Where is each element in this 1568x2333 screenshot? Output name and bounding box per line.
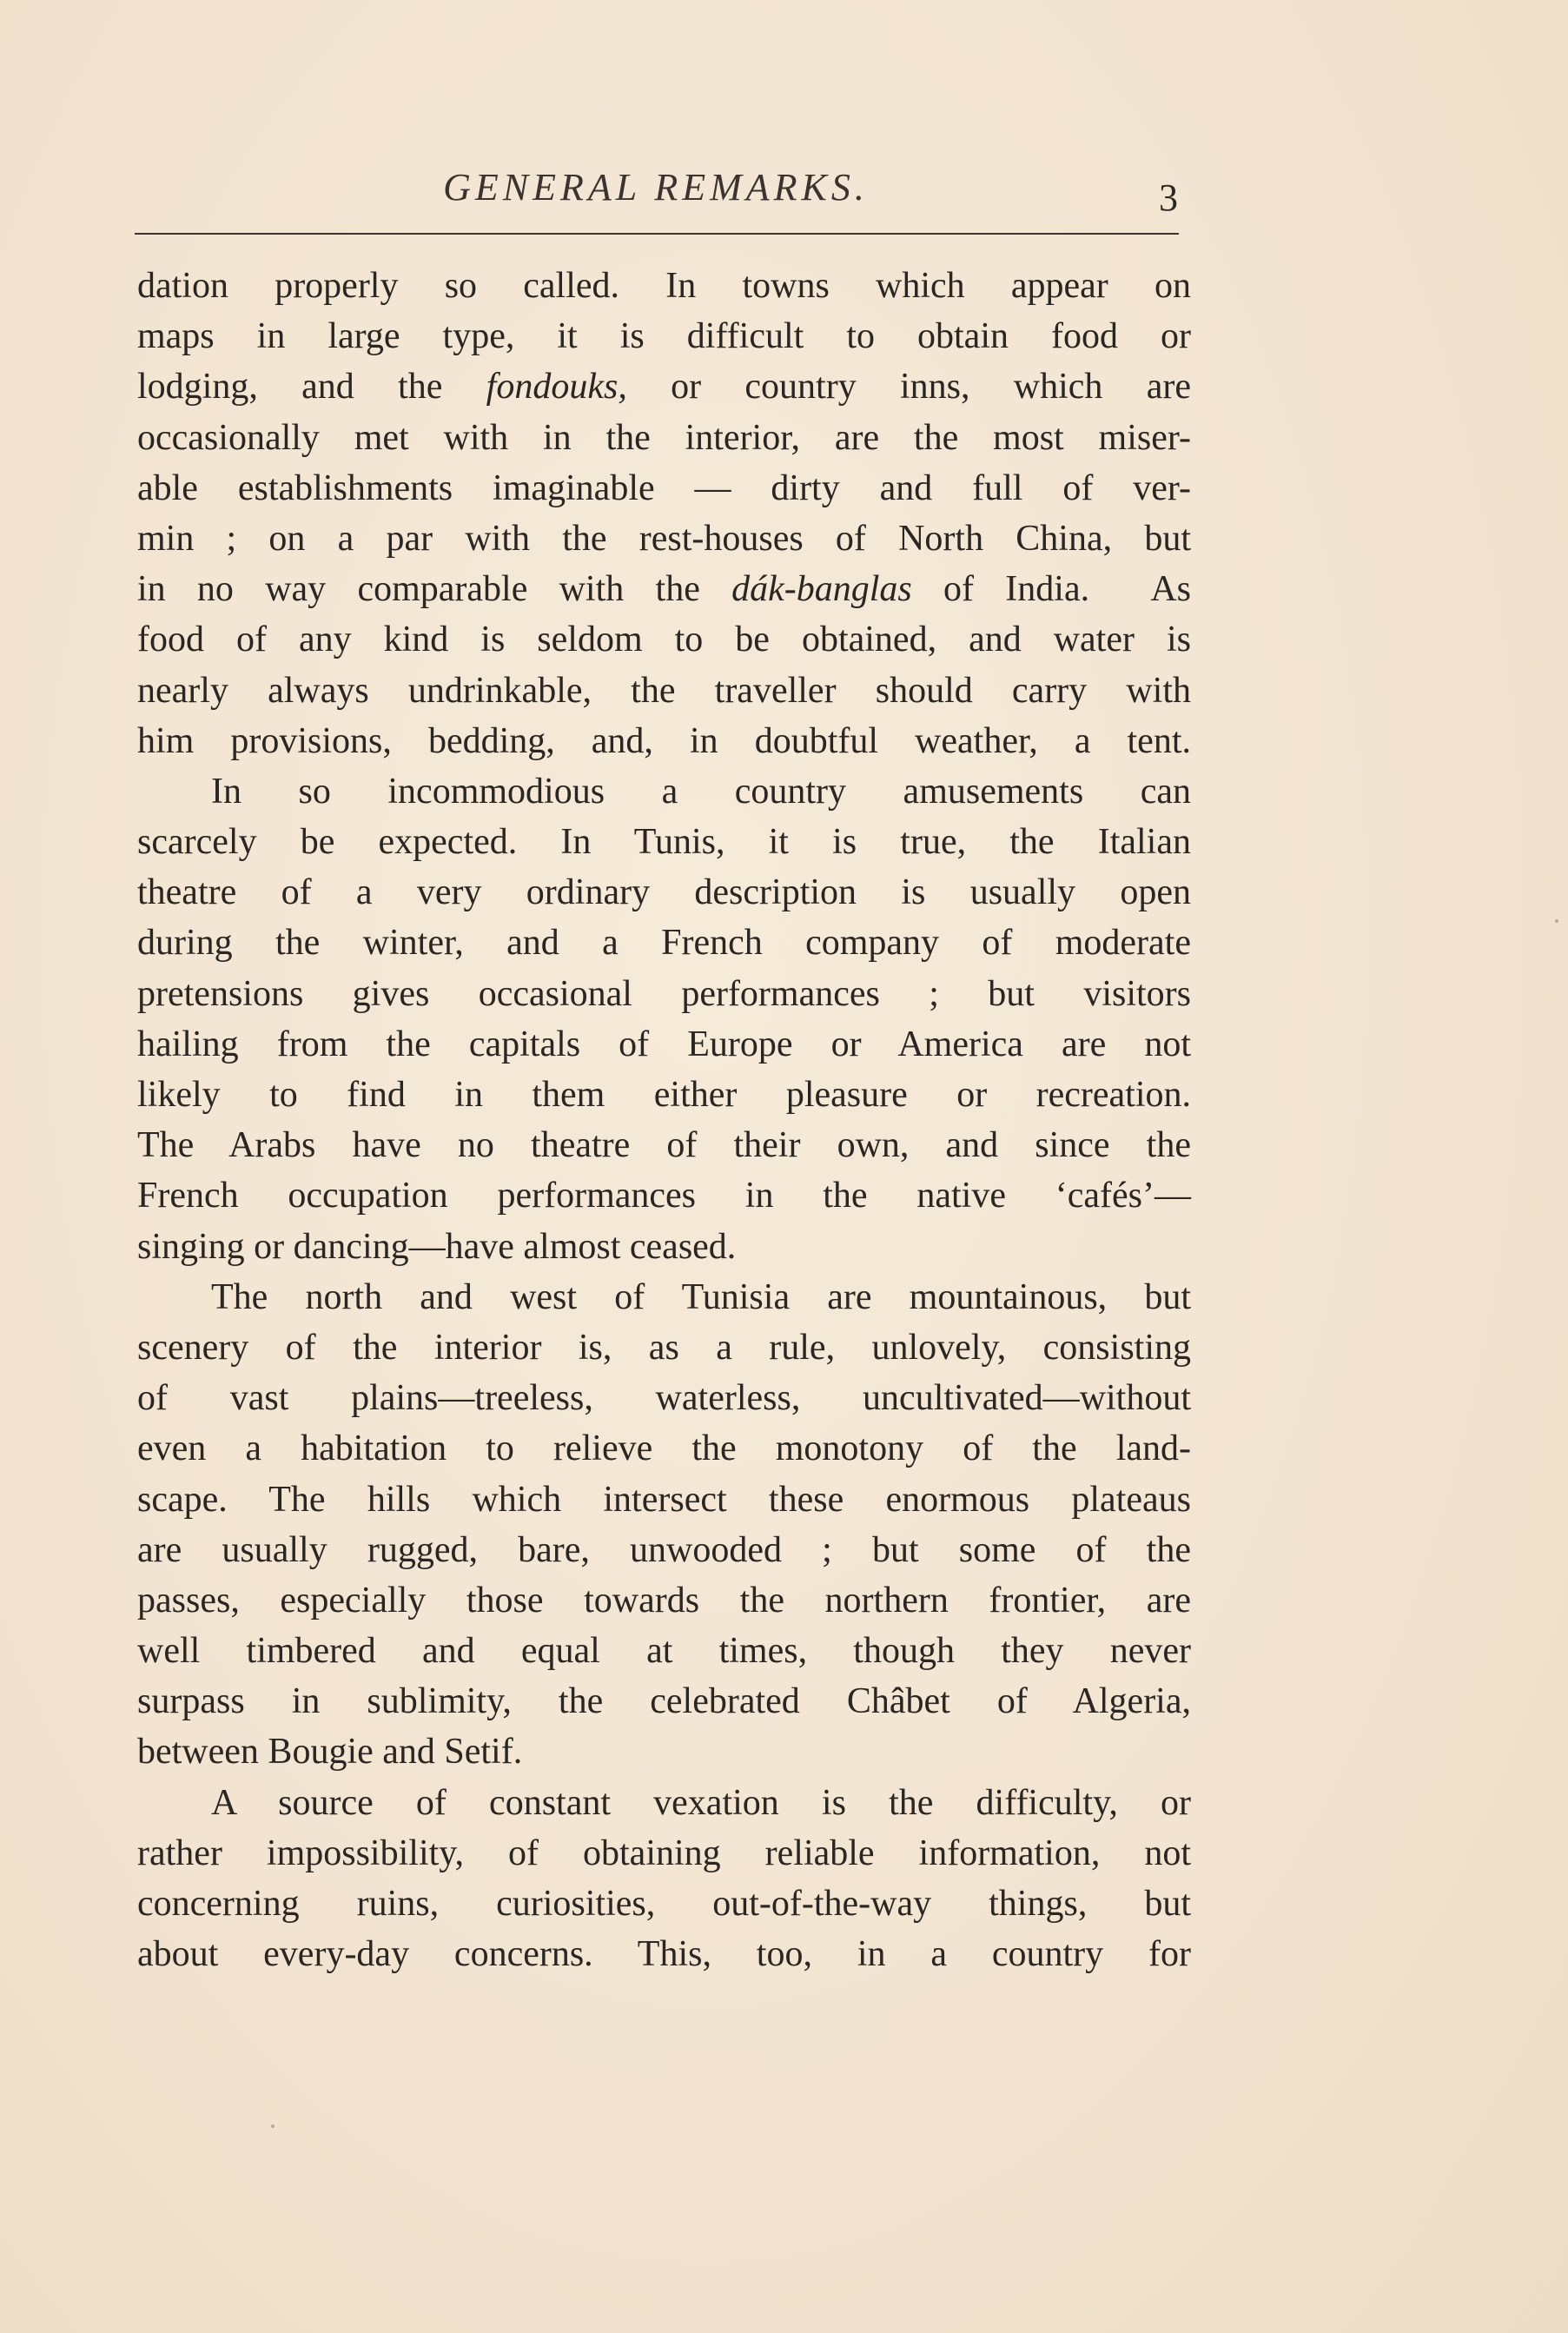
running-head bbox=[135, 165, 1177, 217]
text-line: singing or dancing—have almost ceased. bbox=[137, 1226, 737, 1267]
text-line: surpass in sublimity, the celebrated Châbet of Algeria, bbox=[137, 1681, 1191, 1722]
text-line: are usually rugged, bare, unwooded ; but some of the bbox=[137, 1529, 1191, 1570]
text-line: scarcely be expected. In Tunis, it is true, the Italian bbox=[137, 822, 1191, 863]
text-line: pretensions gives occasional performances ; but visitors bbox=[137, 973, 1191, 1014]
text-line: occasionally met with in the interior, are the most miser- bbox=[137, 417, 1191, 458]
text-line: In so incommodious a country amusements can bbox=[211, 771, 1191, 812]
italic-term: dák-banglas bbox=[731, 569, 912, 610]
text-line: rather impossibility, of obtaining reliable information, not bbox=[137, 1833, 1191, 1873]
running-title: GENERAL REMARKS. bbox=[443, 166, 869, 209]
text-line: nearly always undrinkable, the traveller should carry with bbox=[137, 670, 1191, 711]
text-line: French occupation performances in the native ‘cafés’— bbox=[137, 1176, 1191, 1216]
text-line: of vast plains—treeless, waterless, uncultivated—without bbox=[137, 1378, 1191, 1419]
text-line: The Arabs have no theatre of their own, and since the bbox=[137, 1125, 1191, 1166]
text-line: likely to find in them either pleasure or recreation. bbox=[137, 1075, 1191, 1115]
body-text bbox=[137, 261, 1191, 1979]
text-segment: in no way comparable with the bbox=[137, 569, 732, 610]
text-line: A source of constant vexation is the difficulty, or bbox=[211, 1782, 1191, 1823]
text-line: well timbered and equal at times, though they never bbox=[137, 1631, 1191, 1672]
text-line: The north and west of Tunisia are mountainous, but bbox=[211, 1276, 1191, 1317]
text-segment: of India. As bbox=[911, 569, 1191, 610]
page-number: 3 bbox=[1159, 176, 1178, 219]
text-line: min ; on a par with the rest-houses of North China, but bbox=[137, 518, 1191, 559]
paper-speck bbox=[271, 2124, 275, 2128]
text-line: scape. The hills which intersect these enormous plateaus bbox=[137, 1479, 1191, 1520]
italic-term: fondouks, bbox=[486, 367, 627, 408]
paper-speck bbox=[1555, 919, 1558, 923]
text-line: scenery of the interior is, as a rule, unlovely, consisting bbox=[137, 1327, 1191, 1368]
text-line: concerning ruins, curiosities, out-of-the-way things, but bbox=[137, 1884, 1191, 1924]
text-line: passes, especially those towards the northern frontier, are bbox=[137, 1580, 1191, 1621]
text-line: even a habitation to relieve the monotony of the land- bbox=[137, 1428, 1191, 1469]
header-rule bbox=[135, 233, 1179, 235]
text-line bbox=[137, 564, 1191, 614]
text-line: about every-day concerns. This, too, in a country for bbox=[137, 1934, 1191, 1975]
text-line: theatre of a very ordinary description is usually open bbox=[137, 872, 1191, 913]
text-segment: or country inns, which are bbox=[626, 367, 1191, 408]
text-line: him provisions, bedding, and, in doubtful weather, a tent. bbox=[137, 720, 1191, 761]
text-line: food of any kind is seldom to be obtained, and water is bbox=[137, 620, 1191, 660]
text-line: hailing from the capitals of Europe or America are not bbox=[137, 1024, 1191, 1064]
text-line: during the winter, and a French company of moderate bbox=[137, 923, 1191, 964]
text-line: able establishments imaginable — dirty and full of ver- bbox=[137, 467, 1191, 508]
text-line: maps in large type, it is difficult to obtain food or bbox=[137, 316, 1191, 357]
text-line bbox=[137, 361, 1191, 412]
text-line: between Bougie and Setif. bbox=[137, 1732, 523, 1773]
text-line: dation properly so called. In towns which appear on bbox=[137, 266, 1191, 306]
text-segment: lodging, and the bbox=[137, 367, 486, 408]
